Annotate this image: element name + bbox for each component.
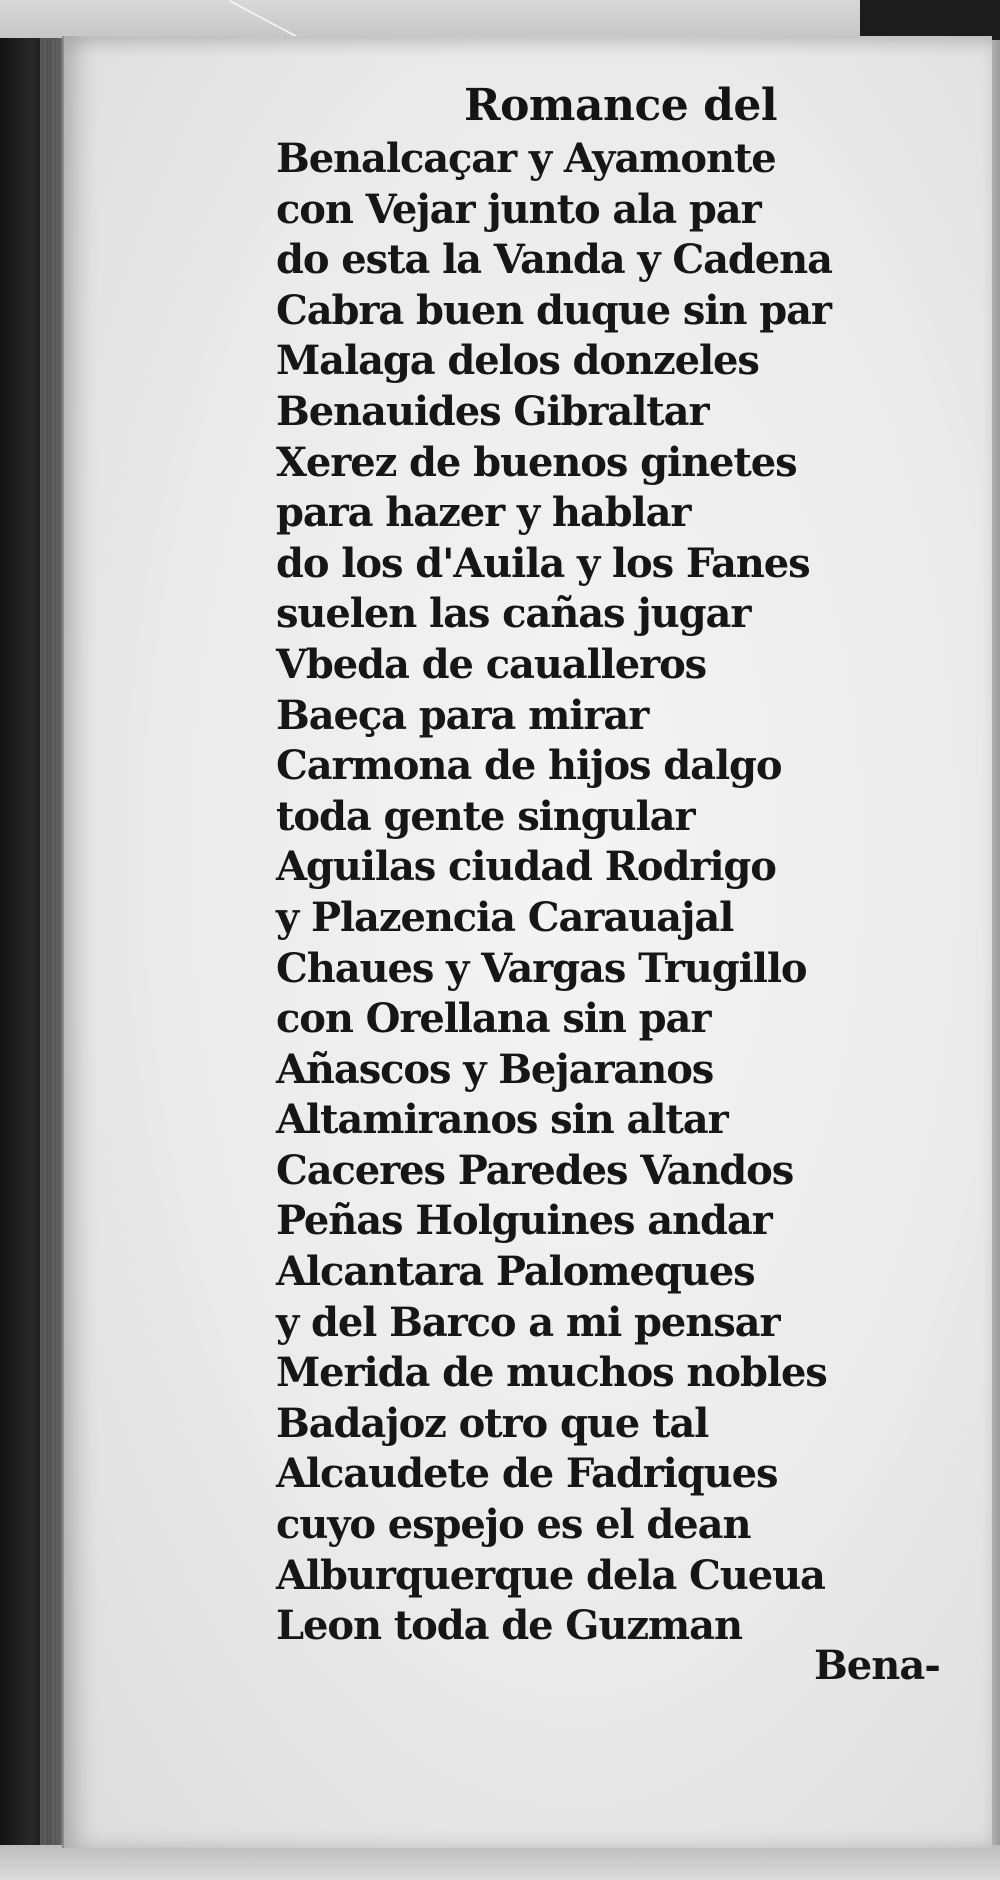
page-heading: Romance del: [464, 80, 778, 131]
verse-line: Vbeda de caualleros: [276, 640, 707, 688]
verse-line: Chaues y Vargas Trugillo: [276, 944, 807, 992]
verse-line: Malaga delos donzeles: [276, 337, 759, 385]
verse-line: con Orellana sin par: [276, 995, 711, 1043]
book-page: [62, 36, 992, 1848]
bottom-paper-strip: [0, 1845, 1000, 1880]
verse-line: Alburquerque dela Cueua: [276, 1551, 825, 1599]
verse-line: Añascos y Bejaranos: [276, 1045, 714, 1093]
verse-line: para hazer y hablar: [276, 489, 691, 537]
verse-line: Alcantara Palomeques: [276, 1248, 755, 1296]
verse-text: [276, 134, 832, 1652]
verse-line: do esta la Vanda y Cadena: [276, 236, 832, 284]
verse-line: Baeça para mirar: [276, 691, 649, 739]
verse-line: Leon toda de Guzman: [276, 1602, 742, 1650]
verse-line: do los d'Auila y los Fanes: [276, 539, 810, 587]
top-paper-strip: [0, 0, 860, 38]
verse-line: Caceres Paredes Vandos: [276, 1146, 794, 1194]
verse-line: con Vejar junto ala par: [276, 185, 761, 233]
verse-line: Alcaudete de Fadriques: [276, 1450, 778, 1498]
catchword: Bena-: [814, 1642, 940, 1689]
verse-line: Merida de muchos nobles: [276, 1349, 827, 1397]
verse-line: suelen las cañas jugar: [276, 590, 751, 638]
verse-line: Cabra buen duque sin par: [276, 286, 831, 334]
verse-line: Badajoz otro que tal: [276, 1399, 709, 1447]
verse-line: Xerez de buenos ginetes: [276, 438, 797, 486]
verse-line: y Plazencia Carauajal: [276, 893, 734, 941]
verse-line: Peñas Holguines andar: [276, 1197, 772, 1245]
verse-line: Aguilas ciudad Rodrigo: [276, 843, 776, 891]
verse-line: Altamiranos sin altar: [276, 1096, 728, 1144]
verse-line: toda gente singular: [276, 792, 695, 840]
verse-line: Benalcaçar y Ayamonte: [276, 135, 776, 182]
verse-line: Carmona de hijos dalgo: [276, 742, 782, 790]
verse-line: cuyo espejo es el dean: [276, 1501, 751, 1549]
verse-line: y del Barco a mi pensar: [276, 1298, 780, 1346]
verse-line: Benauides Gibraltar: [276, 387, 709, 435]
